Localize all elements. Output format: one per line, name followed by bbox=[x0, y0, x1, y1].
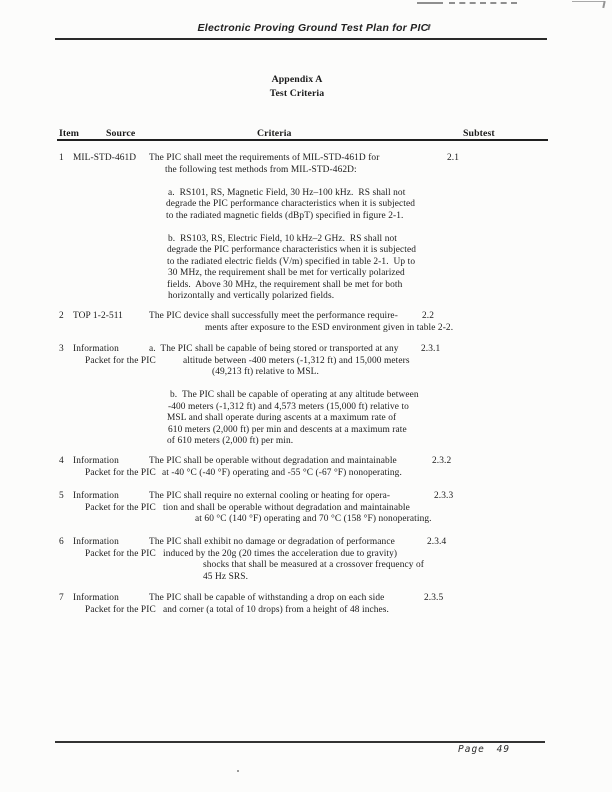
row-source-line: Information bbox=[73, 593, 119, 603]
row-subtest: 2.2 bbox=[422, 311, 435, 321]
criteria-paragraph bbox=[149, 491, 432, 526]
row-item-number: 7 bbox=[59, 593, 64, 603]
criteria-line: to the radiated electric fields (V/m) specified in table 2-1. Up to bbox=[167, 256, 416, 267]
row-criteria bbox=[149, 153, 416, 303]
row-source bbox=[73, 344, 156, 367]
criteria-line: b. The PIC shall be capable of operating at any altitude between bbox=[170, 390, 419, 400]
running-header-title: Electronic Proving Ground Test Plan for PIC bbox=[197, 22, 429, 34]
column-header-criteria: Criteria bbox=[257, 128, 292, 139]
criteria-line: 45 Hz SRS. bbox=[203, 571, 249, 582]
criteria-paragraph bbox=[149, 390, 419, 448]
criteria-line: shocks that shall be measured at a crossover frequency of bbox=[203, 560, 424, 570]
row-source-line: Packet for the PIC bbox=[85, 502, 156, 513]
criteria-line: The PIC device shall successfully meet the performance require- bbox=[149, 311, 398, 321]
criteria-line: a. The PIC shall be capable of being stored or transported at any bbox=[149, 344, 399, 354]
row-source-line: Information bbox=[73, 344, 119, 354]
row-item-number: 3 bbox=[59, 344, 64, 354]
column-header-subtest: Subtest bbox=[463, 128, 495, 139]
criteria-paragraph bbox=[149, 593, 389, 616]
row-source-line: Information bbox=[73, 537, 119, 547]
scan-artifact-tick bbox=[602, 1, 605, 8]
criteria-paragraph bbox=[149, 456, 402, 479]
criteria-line: at -40 °C (-40 °F) operating and -55 °C (-67 °F) nonoperating. bbox=[162, 467, 402, 478]
scan-artifact-dash bbox=[572, 1, 604, 2]
appendix-subtitle: Test Criteria bbox=[269, 88, 325, 99]
row-subtest: 2.3.3 bbox=[434, 491, 454, 501]
row-source bbox=[73, 311, 123, 323]
criteria-line: degrade the PIC performance characteristics when it is subjected bbox=[167, 245, 417, 255]
row-subtest: 2.3.5 bbox=[424, 593, 444, 603]
row-source-line: Information bbox=[73, 491, 119, 501]
row-criteria bbox=[149, 344, 419, 448]
scan-artifact-dash bbox=[417, 2, 443, 4]
row-source-line: Packet for the PIC bbox=[85, 604, 156, 615]
table-header-rule bbox=[57, 139, 548, 141]
row-source bbox=[73, 456, 156, 479]
row-source bbox=[73, 593, 156, 616]
criteria-line: MSL and shall operate during ascents at a maximum rate of bbox=[167, 413, 397, 423]
criteria-line: horizontally and vertically polarized fields. bbox=[168, 291, 335, 301]
criteria-line: of 610 meters (2,000 ft) per min. bbox=[167, 436, 294, 446]
criteria-line: degrade the PIC performance characteristics when it is subjected bbox=[166, 199, 416, 209]
criteria-line: ments after exposure to the ESD environment given in table 2-2. bbox=[205, 322, 454, 333]
row-subtest: 2.1 bbox=[447, 153, 460, 163]
criteria-paragraph bbox=[149, 537, 424, 583]
criteria-line: (49,213 ft) relative to MSL. bbox=[212, 367, 319, 377]
criteria-line: fields. Above 30 MHz, the requirement shall be met for both bbox=[167, 279, 403, 290]
row-subtest: 2.3.4 bbox=[427, 537, 447, 547]
criteria-line: 30 MHz, the requirement shall be met for vertically polarized bbox=[168, 268, 405, 278]
criteria-line: The PIC shall require no external cooling or heating for opera- bbox=[149, 491, 391, 501]
row-criteria bbox=[149, 491, 432, 526]
criteria-line: induced by the 20g (20 times the acceleration due to gravity) bbox=[163, 548, 398, 559]
row-item-number: 2 bbox=[59, 311, 64, 321]
criteria-paragraph bbox=[149, 153, 416, 176]
criteria-line: tion and shall be operable without degradation and maintainable bbox=[163, 502, 410, 513]
criteria-line: to the radiated magnetic fields (dBpT) specified in figure 2-1. bbox=[166, 210, 404, 221]
criteria-paragraph bbox=[149, 188, 416, 223]
criteria-line: The PIC shall meet the requirements of MIL-STD-461D for bbox=[149, 153, 380, 163]
row-source bbox=[73, 153, 136, 165]
criteria-line: The PIC shall be capable of withstanding a drop on each side bbox=[149, 593, 385, 603]
row-criteria bbox=[149, 456, 402, 479]
row-source-line: Information bbox=[73, 456, 119, 466]
page-number: Page 49 bbox=[458, 744, 511, 755]
appendix-title: Appendix A bbox=[271, 74, 323, 85]
row-source bbox=[73, 491, 156, 514]
column-header-source: Source bbox=[106, 128, 136, 139]
row-subtest: 2.3.1 bbox=[421, 344, 441, 354]
row-item-number: 1 bbox=[59, 153, 64, 163]
scan-artifact-dash bbox=[449, 2, 517, 4]
criteria-line: The PIC shall be operable without degradation and maintainable bbox=[149, 456, 397, 466]
criteria-line: altitude between -400 meters (-1,312 ft) and 15,000 meters bbox=[183, 355, 410, 366]
criteria-line: and corner (a total of 10 drops) from a height of 48 inches. bbox=[163, 604, 389, 615]
row-criteria bbox=[149, 537, 424, 583]
criteria-paragraph bbox=[149, 311, 453, 334]
criteria-line: the following test methods from MIL-STD-462D: bbox=[165, 164, 357, 175]
row-subtest: 2.3.2 bbox=[432, 456, 452, 466]
criteria-line: -400 meters (-1,312 ft) and 4,573 meters (15,000 ft) relative to bbox=[168, 401, 409, 412]
row-item-number: 5 bbox=[59, 491, 64, 501]
header-rule bbox=[55, 38, 547, 40]
criteria-line: 610 meters (2,000 ft) per min and descents at a maximum rate bbox=[168, 424, 407, 435]
row-item-number: 4 bbox=[59, 456, 64, 466]
footer-rule bbox=[55, 741, 545, 743]
criteria-line: at 60 °C (140 °F) operating and 70 °C (158 °F) nonoperating. bbox=[195, 514, 432, 524]
criteria-paragraph bbox=[149, 234, 416, 303]
row-source-line: TOP 1-2-511 bbox=[73, 311, 123, 321]
row-source-line: Packet for the PIC bbox=[85, 467, 156, 478]
scan-artifact-dot bbox=[237, 770, 239, 772]
row-criteria bbox=[149, 593, 389, 616]
row-source-line: MIL-STD-461D bbox=[73, 153, 137, 163]
row-source-line: Packet for the PIC bbox=[85, 548, 156, 559]
criteria-line: The PIC shall exhibit no damage or degradation of performance bbox=[149, 537, 395, 547]
row-criteria bbox=[149, 311, 453, 334]
column-header-item: Item bbox=[59, 128, 79, 139]
criteria-paragraph bbox=[149, 344, 419, 379]
criteria-line: b. RS103, RS, Electric Field, 10 kHz–2 GHz. RS shall not bbox=[168, 233, 397, 244]
row-source-line: Packet for the PIC bbox=[85, 355, 156, 366]
criteria-line: a. RS101, RS, Magnetic Field, 30 Hz–100 kHz. RS shall not bbox=[168, 187, 406, 198]
row-source bbox=[73, 537, 156, 560]
row-item-number: 6 bbox=[59, 537, 64, 547]
